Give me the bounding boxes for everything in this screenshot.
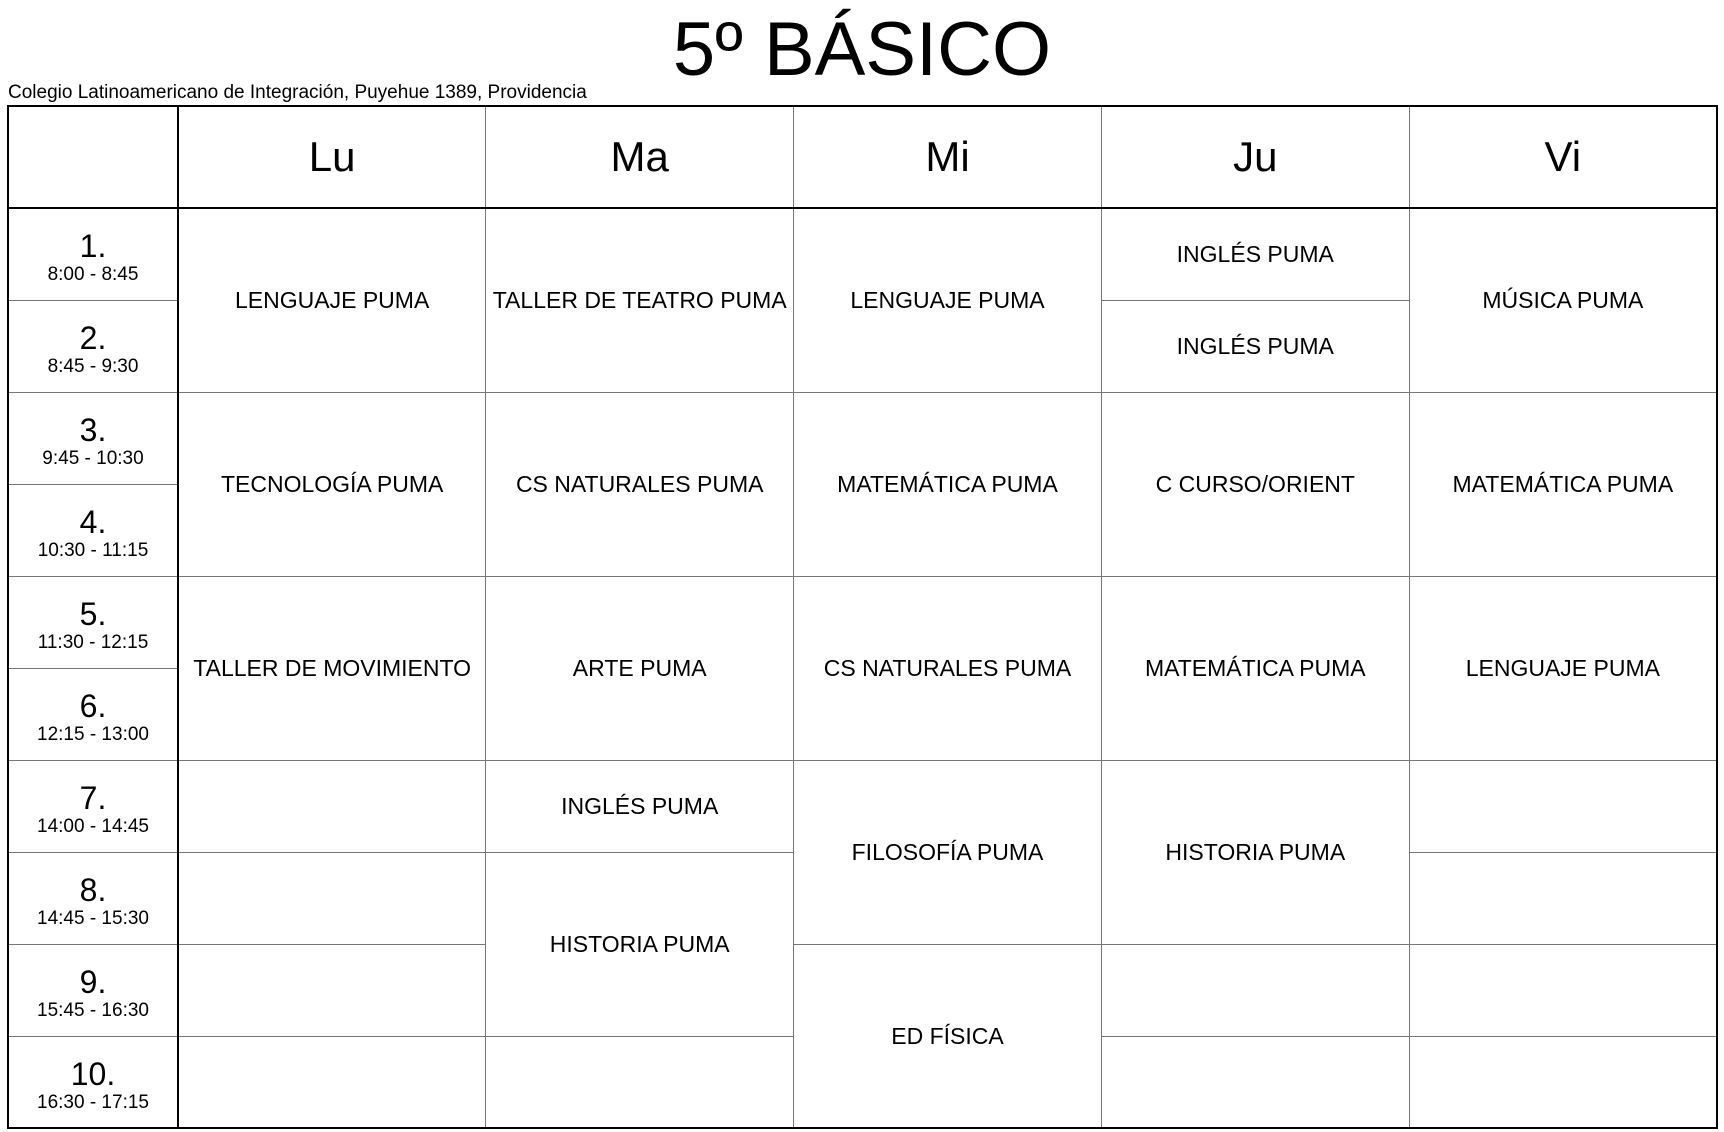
lesson-mi-5-6: CS NATURALES PUMA: [794, 576, 1102, 760]
lesson-lu-3-4: TECNOLOGÍA PUMA: [178, 392, 486, 576]
lesson-vi-8: [1409, 852, 1717, 944]
lesson-ju-2: INGLÉS PUMA: [1101, 300, 1409, 392]
period-label-8: [8, 852, 178, 944]
day-header-lu: Lu: [178, 106, 486, 208]
lesson-lu-5-6: TALLER DE MOVIMIENTO: [178, 576, 486, 760]
lesson-ju-1: INGLÉS PUMA: [1101, 208, 1409, 300]
lesson-ju-10: [1101, 1036, 1409, 1128]
lesson-lu-10: [178, 1036, 486, 1128]
period-row-7: [8, 760, 1717, 852]
lesson-vi-9: [1409, 944, 1717, 1036]
page-title: 5º BÁSICO: [672, 7, 1052, 92]
period-label-1: [8, 208, 178, 300]
period-label-7: [8, 760, 178, 852]
lesson-ju-7-8: HISTORIA PUMA: [1101, 760, 1409, 944]
day-header-vi: Vi: [1409, 106, 1717, 208]
lesson-ju-3-4: C CURSO/ORIENT: [1101, 392, 1409, 576]
period-number: 9.: [79, 964, 107, 1000]
period-time: 12:15 - 13:00: [37, 724, 149, 745]
period-time: 9:45 - 10:30: [42, 448, 144, 469]
corner-cell: [8, 106, 178, 208]
period-number: 6.: [79, 688, 107, 724]
period-number: 2.: [79, 320, 107, 356]
period-number: 4.: [79, 504, 107, 540]
lesson-lu-1-2: LENGUAJE PUMA: [178, 208, 486, 392]
period-row-9: [8, 944, 1717, 1036]
lesson-lu-9: [178, 944, 486, 1036]
lesson-ma-8-9: HISTORIA PUMA: [486, 852, 794, 1036]
lesson-ma-7: INGLÉS PUMA: [486, 760, 794, 852]
lesson-vi-3-4: MATEMÁTICA PUMA: [1409, 392, 1717, 576]
lesson-ma-1-2: TALLER DE TEATRO PUMA: [486, 208, 794, 392]
period-row-3: [8, 392, 1717, 484]
period-label-5: [8, 576, 178, 668]
lesson-vi-7: [1409, 760, 1717, 852]
lesson-ju-9: [1101, 944, 1409, 1036]
lesson-mi-7-8: FILOSOFÍA PUMA: [794, 760, 1102, 944]
day-header-ju: Ju: [1101, 106, 1409, 208]
lesson-ju-5-6: MATEMÁTICA PUMA: [1101, 576, 1409, 760]
period-number: 7.: [79, 780, 107, 816]
period-row-1: [8, 208, 1717, 300]
period-time: 14:45 - 15:30: [37, 908, 149, 929]
period-label-4: [8, 484, 178, 576]
period-time: 8:45 - 9:30: [47, 356, 139, 377]
lesson-vi-5-6: LENGUAJE PUMA: [1409, 576, 1717, 760]
period-label-10: [8, 1036, 178, 1128]
lesson-ma-10: [486, 1036, 794, 1128]
period-number: 8.: [79, 872, 107, 908]
period-number: 3.: [79, 412, 107, 448]
lesson-lu-8: [178, 852, 486, 944]
lesson-ma-5-6: ARTE PUMA: [486, 576, 794, 760]
period-time: 11:30 - 12:15: [37, 632, 149, 653]
period-time: 15:45 - 16:30: [37, 1000, 149, 1021]
lesson-vi-1-2: MÚSICA PUMA: [1409, 208, 1717, 392]
period-number: 1.: [79, 228, 107, 265]
period-label-3: [8, 392, 178, 484]
period-number: 5.: [79, 596, 107, 632]
period-time: 14:00 - 14:45: [37, 816, 149, 837]
day-header-ma: Ma: [486, 106, 794, 208]
lesson-lu-7: [178, 760, 486, 852]
period-label-6: [8, 668, 178, 760]
period-time: 8:00 - 8:45: [47, 264, 139, 286]
timetable: [7, 105, 1718, 1129]
lesson-mi-1-2: LENGUAJE PUMA: [794, 208, 1102, 392]
period-row-5: [8, 576, 1717, 668]
lesson-mi-9-10: ED FÍSICA: [794, 944, 1102, 1128]
lesson-vi-10: [1409, 1036, 1717, 1128]
lesson-ma-3-4: CS NATURALES PUMA: [486, 392, 794, 576]
period-label-9: [8, 944, 178, 1036]
school-address: Colegio Latinoamericano de Integración, Puyehue 1389, Providencia: [8, 82, 587, 103]
period-number: 10.: [70, 1055, 116, 1092]
day-header-row: [8, 106, 1717, 208]
day-header-mi: Mi: [794, 106, 1102, 208]
period-time: 10:30 - 11:15: [37, 540, 149, 561]
lesson-mi-3-4: MATEMÁTICA PUMA: [794, 392, 1102, 576]
period-label-2: [8, 300, 178, 392]
period-time: 16:30 - 17:15: [37, 1091, 149, 1113]
